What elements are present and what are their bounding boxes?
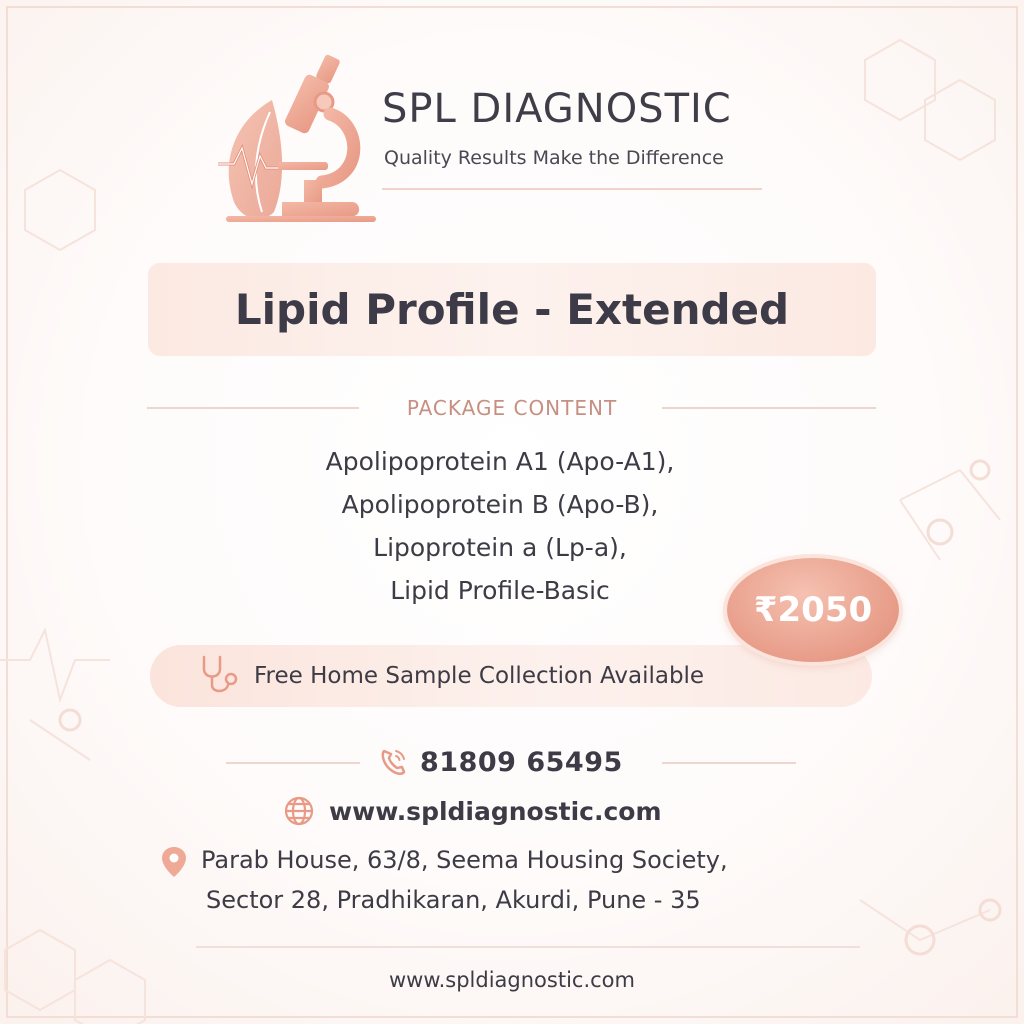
globe-icon — [283, 795, 315, 827]
phone-number[interactable]: 81809 65495 — [420, 746, 623, 778]
phone-icon — [378, 747, 410, 777]
microscope-leaf-logo-icon — [212, 52, 382, 227]
footer-divider — [196, 946, 860, 948]
home-collection-banner — [150, 645, 872, 707]
package-item: Apolipoprotein A1 (Apo-A1), — [325, 447, 675, 476]
package-item: Lipoprotein a (Lp-a), — [373, 533, 627, 562]
brand-name: SPL DIAGNOSTIC — [382, 86, 732, 132]
package-content-label: PACKAGE CONTENT — [406, 396, 618, 420]
package-item: Lipid Profile-Basic — [390, 576, 610, 605]
address-line-1: Parab House, 63/8, Seema Housing Society, — [201, 846, 728, 874]
website-row — [283, 792, 662, 830]
price-badge — [727, 558, 899, 662]
brand-tagline: Quality Results Make the Difference — [384, 147, 724, 169]
footer-website-link[interactable]: www.spldiagnostic.com — [389, 968, 635, 992]
location-pin-icon — [160, 845, 188, 879]
home-collection-text: Free Home Sample Collection Available — [254, 663, 705, 689]
title-banner — [148, 263, 876, 356]
price-value: ₹2050 — [753, 590, 873, 630]
phone-row — [378, 743, 623, 781]
section-divider-right — [662, 407, 876, 409]
page-title: Lipid Profile - Extended — [234, 285, 790, 334]
package-item: Apolipoprotein B (Apo-B), — [341, 490, 659, 519]
contact-divider-left — [226, 762, 360, 764]
address-line-2: Sector 28, Pradhikaran, Akurdi, Pune - 35 — [206, 886, 701, 914]
contact-divider-right — [662, 762, 796, 764]
stethoscope-icon — [198, 655, 242, 697]
brand-divider — [382, 188, 762, 190]
website-link[interactable]: www.spldiagnostic.com — [329, 796, 662, 826]
